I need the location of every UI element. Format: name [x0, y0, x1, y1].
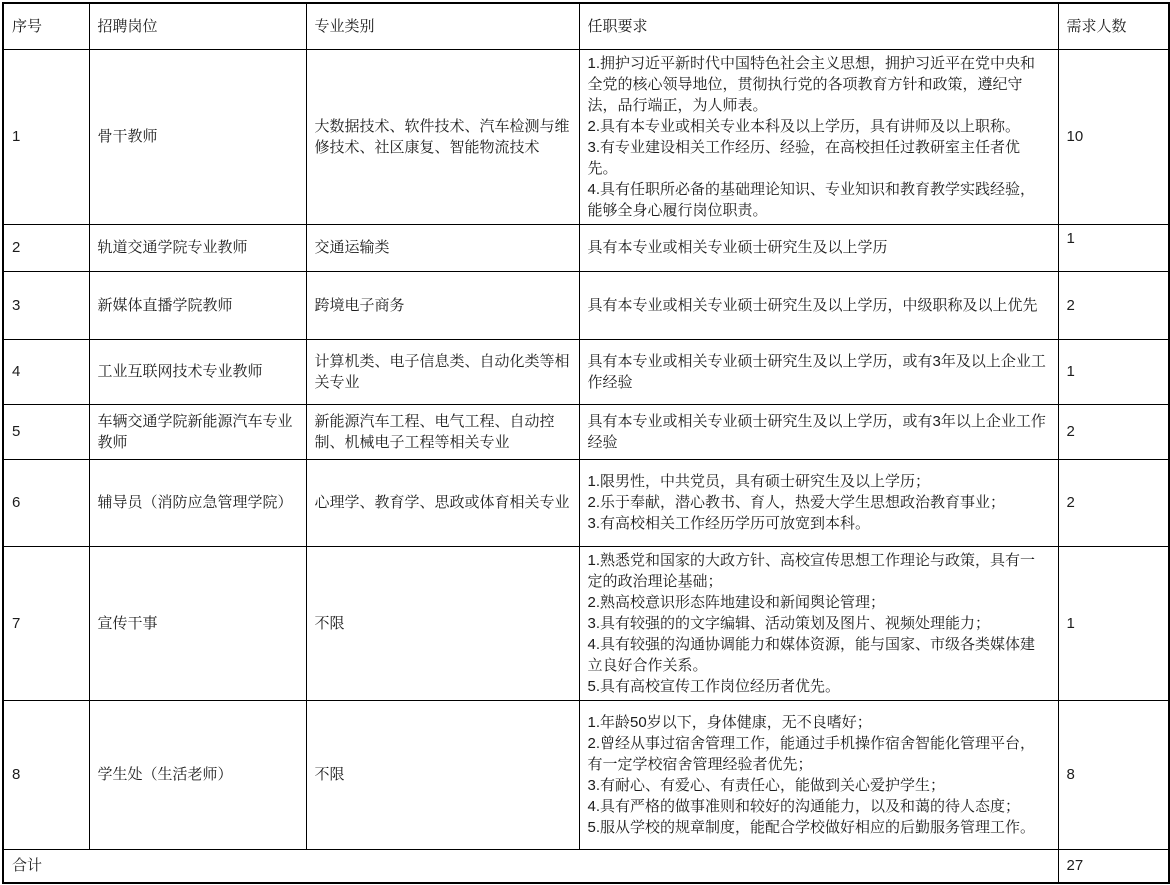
header-cell-no: 序号	[3, 3, 89, 49]
table-row	[3, 546, 1169, 700]
table-row	[3, 700, 1169, 849]
requirement-line: 3.有高校相关工作经历学历可放宽到本科。	[587, 515, 871, 532]
total-label-cell: 合计	[3, 849, 1058, 883]
row-number-cell: 6	[3, 459, 89, 546]
requirement-line: 5.具有高校宣传工作岗位经历者优先。	[587, 677, 841, 695]
requirements-cell	[579, 224, 1058, 271]
header-cell-category: 专业类别	[306, 3, 579, 49]
requirement-line: 4.具有任职所必备的基础理论知识、专业知识和教育教学实践经验，能够全身心履行岗位职责。	[587, 180, 1036, 219]
header-cell-req: 任职要求	[579, 3, 1058, 49]
position-cell: 车辆交通学院新能源汽车专业教师	[89, 404, 306, 459]
requirement-line: 具有本专业或相关专业硕士研究生及以上学历，或有3年及以上企业工作经验	[587, 352, 1046, 391]
table-row	[3, 271, 1169, 339]
requirement-line: 1.限男性，中共党员，具有硕士研究生及以上学历；	[587, 473, 931, 490]
table-row	[3, 404, 1169, 459]
category-cell: 跨境电子商务	[306, 271, 579, 339]
table-row	[3, 49, 1169, 224]
category-cell: 交通运输类	[306, 224, 579, 271]
requirements-cell	[579, 546, 1058, 700]
position-cell: 工业互联网技术专业教师	[89, 339, 306, 404]
row-number-cell: 5	[3, 404, 89, 459]
header-cell-count: 需求人数	[1058, 3, 1169, 49]
table-row	[3, 459, 1169, 546]
count-cell: 1	[1058, 546, 1169, 700]
requirement-line: 3.有专业建设相关工作经历、经验，在高校担任过教研室主任者优先。	[587, 138, 1021, 177]
category-cell: 计算机类、电子信息类、自动化类等相关专业	[306, 339, 579, 404]
count-cell: 10	[1058, 49, 1169, 224]
requirements-cell	[579, 700, 1058, 849]
header-cell-position: 招聘岗位	[89, 3, 306, 49]
table-header	[3, 3, 1169, 49]
requirements-cell	[579, 49, 1058, 224]
row-number-cell: 7	[3, 546, 89, 700]
table-row	[3, 339, 1169, 404]
table-body	[3, 49, 1169, 849]
count-cell: 2	[1058, 404, 1169, 459]
count-cell: 2	[1058, 271, 1169, 339]
footer-row	[3, 849, 1169, 883]
requirement-line: 2.具有本专业或相关专业本科及以上学历，具有讲师及以上职称。	[587, 117, 1021, 135]
requirement-line: 5.服从学校的规章制度，能配合学校做好相应的后勤服务管理工作。	[587, 818, 1036, 836]
position-cell: 辅导员（消防应急管理学院）	[89, 459, 306, 546]
category-cell: 大数据技术、软件技术、汽车检测与维修技术、社区康复、智能物流技术	[306, 49, 579, 224]
category-cell: 不限	[306, 546, 579, 700]
table-row	[3, 224, 1169, 271]
category-cell: 不限	[306, 700, 579, 849]
count-cell: 1	[1058, 224, 1169, 271]
requirement-line: 3.有耐心、有爱心、有责任心，能做到关心爱护学生；	[587, 776, 946, 794]
requirement-line: 3.具有较强的的文字编辑、活动策划及图片、视频处理能力；	[587, 614, 991, 632]
position-cell: 轨道交通学院专业教师	[89, 224, 306, 271]
position-cell: 学生处（生活老师）	[89, 700, 306, 849]
requirements-cell	[579, 404, 1058, 459]
total-value-cell: 27	[1058, 849, 1169, 883]
table-footer	[3, 849, 1169, 883]
requirement-line: 2.乐于奉献，潜心教书、育人，热爱大学生思想政治教育事业；	[587, 494, 1006, 511]
header-row	[3, 3, 1169, 49]
row-number-cell: 4	[3, 339, 89, 404]
row-number-cell: 2	[3, 224, 89, 271]
requirement-line: 4.具有较强的沟通协调能力和媒体资源，能与国家、市级各类媒体建立良好合作关系。	[587, 635, 1036, 674]
category-cell: 心理学、教育学、思政或体育相关专业	[306, 459, 579, 546]
requirement-line: 2.熟高校意识形态阵地建设和新闻舆论管理；	[587, 593, 886, 611]
count-cell: 8	[1058, 700, 1169, 849]
row-number-cell: 8	[3, 700, 89, 849]
requirement-line: 2.曾经从事过宿舍管理工作，能通过手机操作宿舍智能化管理平台，有一定学校宿舍管理经验者优先；	[587, 734, 1036, 773]
requirement-line: 具有本专业或相关专业硕士研究生及以上学历，中级职称及以上优先	[587, 296, 1038, 314]
requirement-line: 1.拥护习近平新时代中国特色社会主义思想，拥护习近平在党中央和全党的核心领导地位，贯彻执行党的各项教育方针和政策，遵纪守法，品行端正，为人师表。	[587, 54, 1036, 114]
row-number-cell: 3	[3, 271, 89, 339]
category-cell: 新能源汽车工程、电气工程、自动控制、机械电子工程等相关专业	[306, 404, 579, 459]
requirements-cell	[579, 339, 1058, 404]
count-cell: 2	[1058, 459, 1169, 546]
position-cell: 宣传干事	[89, 546, 306, 700]
requirements-cell	[579, 459, 1058, 546]
requirement-line: 具有本专业或相关专业硕士研究生及以上学历，或有3年以上企业工作经验	[587, 412, 1046, 451]
requirements-cell	[579, 271, 1058, 339]
count-cell: 1	[1058, 339, 1169, 404]
requirement-line: 4.具有严格的做事准则和较好的沟通能力，以及和蔼的待人态度；	[587, 797, 1021, 815]
requirement-line: 1.年龄50岁以下，身体健康，无不良嗜好；	[587, 713, 872, 731]
requirement-line: 具有本专业或相关专业硕士研究生及以上学历	[587, 239, 888, 256]
row-number-cell: 1	[3, 49, 89, 224]
position-cell: 新媒体直播学院教师	[89, 271, 306, 339]
requirement-line: 1.熟悉党和国家的大政方针、高校宣传思想工作理论与政策，具有一定的政治理论基础；	[587, 551, 1036, 590]
recruitment-table	[2, 2, 1170, 884]
position-cell: 骨干教师	[89, 49, 306, 224]
